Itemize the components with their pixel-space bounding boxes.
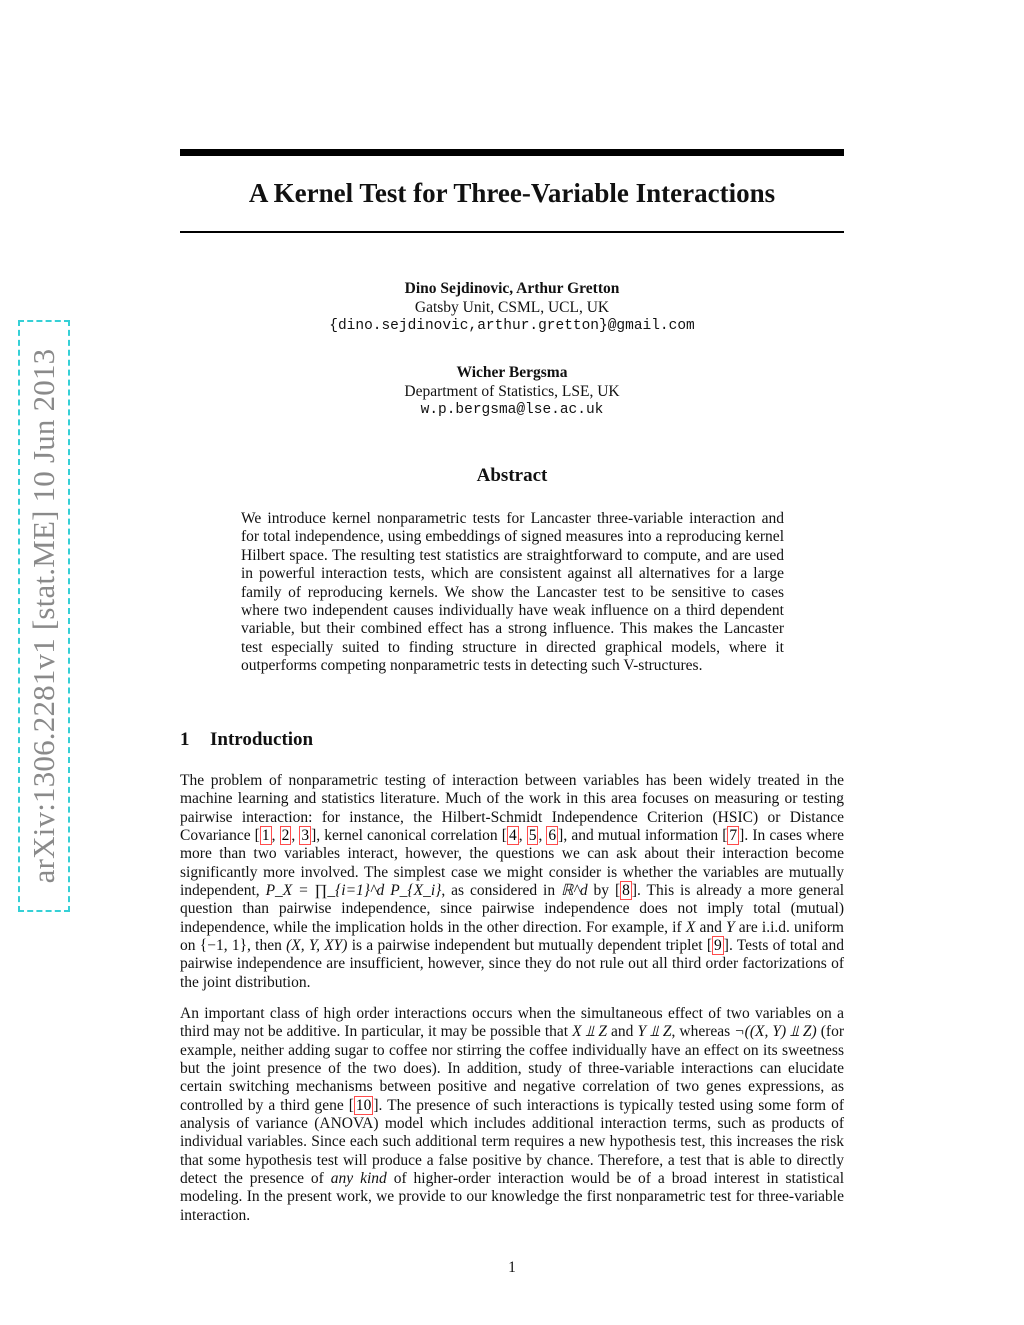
math-variable: X — [685, 918, 696, 936]
citation-link[interactable]: 1 — [261, 827, 270, 845]
author-names: Dino Sejdinovic, Arthur Gretton — [404, 280, 620, 297]
author-block-1 — [180, 279, 844, 336]
math-independence: X ⫫ Z — [572, 1023, 607, 1041]
math-product: P_X = ∏_{i=1}^d P_{X_i} — [265, 882, 442, 900]
emphasis: any kind — [330, 1170, 387, 1188]
citation-link[interactable]: 2 — [281, 827, 290, 845]
title-top-rule — [180, 149, 844, 156]
intro-paragraph-2: An important class of high order interactions occurs when the simultaneous effect of two variables on a third may not be additive. In particular, it may be possible that X ⫫ Z and Y ⫫ Z, whereas ¬((X, Y) ⫫ Z) (for example, neither adding sugar to coffee nor stirring the coffee individually have an effect on its sweetness but the joint presence of the two does). In addition, study of three-variable interactions can elucidate certain switching mechanisms between positive and negative correlation of two genes expressions, as controlled by a third gene [ 10 ]. The presence of such interactions is typically tested using some form of analysis of variance (ANOVA) model which includes additional interaction terms, such as products of individual variables. Since each such additional term requires a new hypothesis test, this increases the risk that some hypothesis test will produce a false positive by chance. Therefore, a test that is able to directly detect the presence of any kind of higher-order interaction would be of a broad interest in statistical modeling. In the present work, we provide to our knowledge the first nonparametric test for three-variable interaction. — [180, 1005, 844, 1224]
intro-paragraph-1: The problem of nonparametric testing of interaction between variables has been widely treated in the machine learning and statistics literature. Much of the work in this area focuses on measuring or testing pairwise interaction: for instance, the Hilbert-Schmidt Independence Criterion (HSIC) or Distance Covariance [ 1 , 2 , 3 ], kernel canonical correlation [ 4 , 5 , 6 ], and mutual information [ 7 ]. In cases where more than two variables interact, however, the questions we can ask about their interaction become significantly more involved. The simplest case we might consider is whether the variables are mutually independent, P_X = ∏_{i=1}^d P_{X_i}, as considered in ℝ^d by [ 8 ]. This is already a more general question than pairwise independence, since pairwise independence does not imply total (mutual) independence, while the implication holds in the other direction. For example, if X and Y are i.i.d. uniform on {−1, 1}, then (X, Y, XY) is a pairwise independent but mutually dependent triplet [ 9 ]. Tests of total and pairwise independence are insufficient, however, since they do not rule out all third order factorizations of the joint distribution. — [180, 772, 845, 991]
citation-link[interactable]: 7 — [729, 827, 738, 845]
abstract-heading: Abstract — [476, 465, 548, 486]
title-bottom-rule — [180, 231, 844, 233]
section-number: 1 — [180, 729, 190, 750]
math-real-space: ℝ^d — [561, 882, 588, 900]
citation-link[interactable]: 8 — [622, 882, 630, 900]
citation-link[interactable]: 3 — [301, 827, 310, 845]
abstract-body: We introduce kernel nonparametric tests for Lancaster three-variable interaction and for total independence, using embeddings of signed measures into a reproducing kernel Hilbert space. The resulting test statistics are straightforward to compute, and are used in powerful interaction tests, which are consistent against all alternatives for a large family of reproducing kernels. We show the Lancaster test to be sensitive to cases where two independent causes individually have weak influence on a third dependent variable, but their combined effect has a strong influence. This makes the Lancaster test especially suited to finding structure in directed graphical models, where it outperforms competing nonparametric tests in detecting such V-structures. — [241, 510, 784, 675]
author-email: w.p.bergsma@lse.ac.uk — [420, 402, 604, 418]
citation-link[interactable]: 5 — [528, 827, 537, 845]
arxiv-identifier: arXiv:1306.2281v1 [stat.ME] 10 Jun 2013 — [26, 348, 61, 884]
author-affiliation: Department of Statistics, LSE, UK — [404, 383, 620, 400]
author-block-2 — [180, 363, 844, 420]
math-independence: Y ⫫ Z — [637, 1023, 672, 1041]
arxiv-stamp — [18, 320, 70, 912]
author-email: {dino.sejdinovic,arthur.gretton}@gmail.com — [329, 318, 695, 334]
math-negation: ¬((X, Y) ⫫ Z) — [734, 1023, 817, 1041]
author-affiliation: Gatsby Unit, CSML, UCL, UK — [414, 299, 610, 316]
paper-title: A Kernel Test for Three-Variable Interactions — [248, 178, 776, 208]
author-names: Wicher Bergsma — [456, 364, 568, 381]
citation-link[interactable]: 6 — [548, 827, 557, 845]
math-triple: (X, Y, XY) — [286, 937, 348, 955]
section-heading — [180, 729, 313, 751]
page-number: 1 — [508, 1259, 516, 1276]
section-title: Introduction — [210, 729, 314, 750]
citation-link[interactable]: 10 — [355, 1096, 372, 1114]
math-variable: Y — [726, 918, 735, 936]
math-set: {−1, 1} — [199, 937, 248, 955]
citation-link[interactable]: 9 — [714, 937, 722, 955]
citation-link[interactable]: 4 — [508, 827, 517, 845]
